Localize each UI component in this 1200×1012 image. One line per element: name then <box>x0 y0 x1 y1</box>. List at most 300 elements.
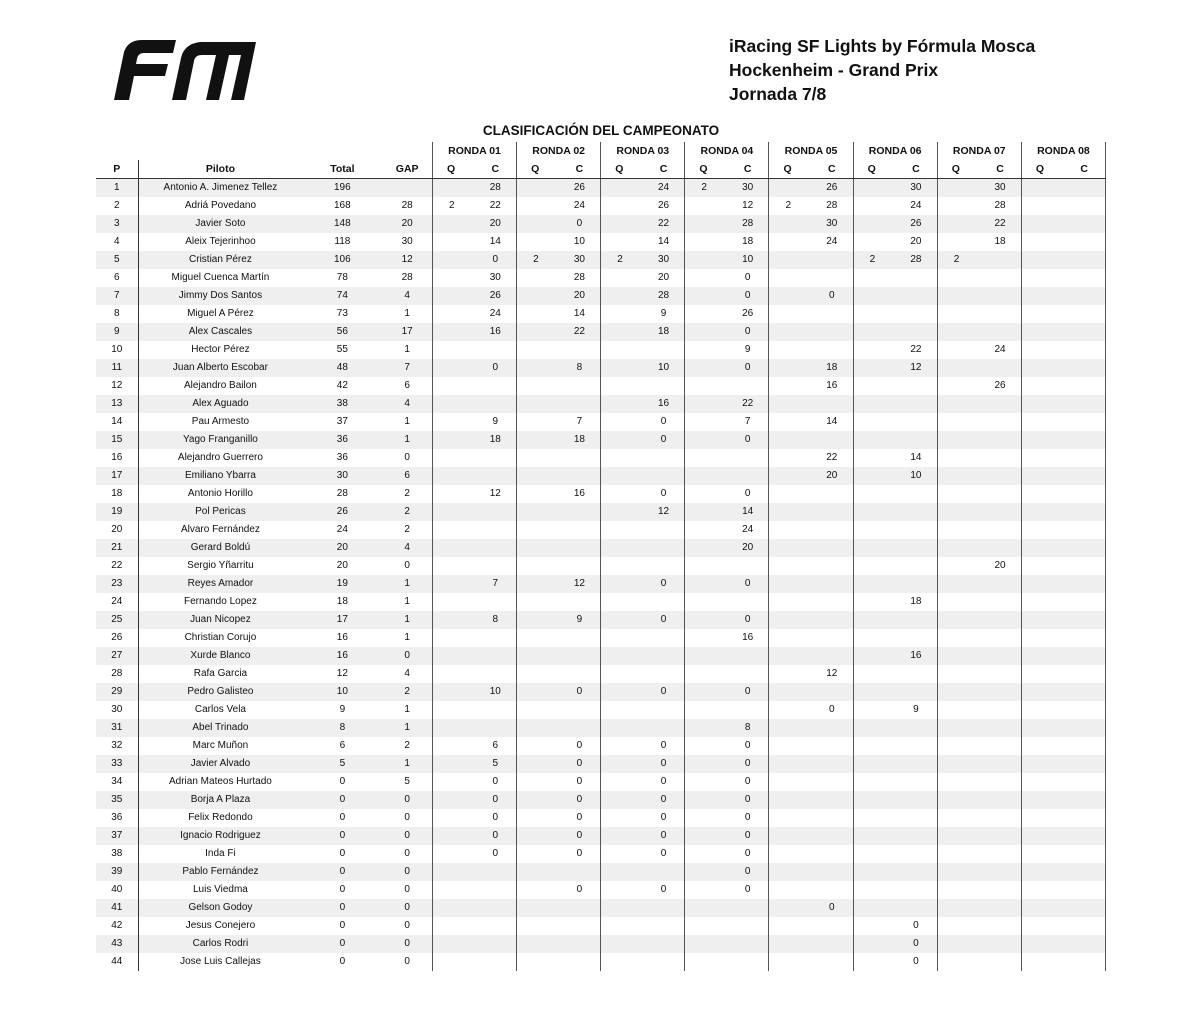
race-points: 9 <box>913 704 919 715</box>
round-header: RONDA 05 <box>769 142 853 160</box>
table-title: CLASIFICACIÓN DEL CAMPEONATO <box>482 123 720 138</box>
qualifying-points <box>769 827 811 845</box>
qualifying-points <box>937 755 979 773</box>
race-points: 0 <box>643 611 685 629</box>
race-points: 28 <box>573 272 585 283</box>
qualifying-points <box>1021 647 1063 665</box>
race-points: 28 <box>643 287 685 305</box>
position-cell: 10 <box>111 344 123 355</box>
position-cell: 38 <box>111 848 123 859</box>
race-points: 0 <box>727 755 769 773</box>
race-points <box>895 827 937 845</box>
round-header: RONDA 01 <box>432 142 516 160</box>
race-points: 0 <box>660 488 667 499</box>
race-points <box>1063 287 1105 305</box>
race-points: 24 <box>826 236 838 247</box>
table-row <box>96 755 1106 773</box>
position-cell: 16 <box>111 452 123 463</box>
qualifying-points <box>685 755 727 773</box>
qualifying-points <box>432 503 474 521</box>
qualifying-header: Q <box>1021 160 1063 179</box>
race-points <box>559 899 601 917</box>
race-points <box>895 683 937 701</box>
table-row <box>96 791 1106 809</box>
gap-cell: 1 <box>404 704 410 715</box>
race-points: 30 <box>895 179 937 198</box>
race-points: 22 <box>727 395 769 413</box>
qualifying-points <box>769 899 811 917</box>
race-points: 0 <box>744 884 751 895</box>
total-points: 0 <box>302 791 382 809</box>
qualifying-points <box>685 593 727 611</box>
race-points <box>727 593 769 611</box>
race-points <box>727 899 769 917</box>
total-points: 78 <box>336 272 348 283</box>
position-cell: 35 <box>96 791 138 809</box>
table-row <box>96 251 1106 269</box>
qualifying-points <box>1021 845 1063 863</box>
race-points: 20 <box>559 287 601 305</box>
qualifying-points <box>937 845 979 863</box>
qualifying-points <box>517 341 559 359</box>
qualifying-points <box>937 215 979 233</box>
qualifying-points <box>601 449 643 467</box>
race-points <box>643 539 685 557</box>
qualifying-points <box>685 647 727 665</box>
qualifying-points <box>1021 539 1063 557</box>
qualifying-points <box>937 935 979 953</box>
qualifying-points <box>937 593 979 611</box>
race-points <box>1063 575 1105 593</box>
table-row <box>96 431 1106 449</box>
total-points: 0 <box>339 848 346 859</box>
qualifying-points <box>601 503 643 521</box>
position-cell: 1 <box>96 179 138 198</box>
race-points: 0 <box>559 827 601 845</box>
qualifying-points <box>685 233 727 251</box>
qualifying-points <box>517 665 559 683</box>
pilot-name: Sergio Yñarritu <box>138 557 302 575</box>
race-points: 28 <box>994 200 1006 211</box>
race-points: 20 <box>658 272 670 283</box>
race-points <box>979 287 1021 305</box>
qualifying-points <box>937 809 979 827</box>
race-points <box>1063 179 1105 198</box>
qualifying-points <box>1021 737 1063 755</box>
race-points <box>811 953 853 971</box>
qualifying-points <box>853 935 895 953</box>
race-points <box>811 251 853 269</box>
qualifying-points <box>601 179 643 198</box>
qualifying-points <box>601 917 643 935</box>
qualifying-points <box>853 683 895 701</box>
race-points <box>979 593 1021 611</box>
qualifying-points <box>937 485 979 503</box>
race-points <box>727 953 769 971</box>
race-points <box>559 503 601 521</box>
position-cell: 28 <box>111 668 123 679</box>
race-points: 0 <box>744 848 751 859</box>
race-points <box>1063 431 1105 449</box>
race-points <box>559 953 601 971</box>
qualifying-points <box>685 377 727 395</box>
race-points: 0 <box>811 287 853 305</box>
race-points: 10 <box>643 359 685 377</box>
total-points: 9 <box>339 704 346 715</box>
qualifying-points <box>1021 575 1063 593</box>
race-points <box>475 863 517 881</box>
qualifying-points <box>601 413 643 431</box>
race-points <box>979 269 1021 287</box>
qualifying-points <box>1021 395 1063 413</box>
qualifying-points <box>937 683 979 701</box>
qualifying-points <box>937 557 979 575</box>
qualifying-points <box>1021 683 1063 701</box>
table-row <box>96 575 1106 593</box>
gap-cell: 2 <box>382 683 432 701</box>
race-points: 24 <box>573 200 585 211</box>
race-points: 7 <box>475 575 517 593</box>
table-row <box>96 863 1106 881</box>
race-points: 0 <box>492 812 499 823</box>
qualifying-points <box>853 719 895 737</box>
race-points <box>895 809 937 827</box>
position-cell: 11 <box>96 359 138 377</box>
race-points: 18 <box>994 236 1006 247</box>
race-points: 28 <box>826 200 838 211</box>
qualifying-points <box>1021 215 1063 233</box>
qualifying-points <box>853 485 895 503</box>
gap-cell: 0 <box>382 647 432 665</box>
pilot-name: Pau Armesto <box>138 413 302 431</box>
qualifying-points <box>601 647 643 665</box>
qualifying-points <box>769 809 811 827</box>
table-row <box>96 881 1106 899</box>
qualifying-points <box>517 233 559 251</box>
race-points: 0 <box>475 251 517 269</box>
qualifying-points <box>517 863 559 881</box>
race-points: 7 <box>744 416 751 427</box>
qualifying-points <box>685 611 727 629</box>
qualifying-points <box>601 665 643 683</box>
qualifying-points <box>517 485 559 503</box>
race-points: 0 <box>660 812 667 823</box>
race-points <box>979 485 1021 503</box>
race-points: 30 <box>489 272 501 283</box>
total-points: 8 <box>302 719 382 737</box>
qualifying-points <box>769 953 811 971</box>
qualifying-points <box>1021 881 1063 899</box>
qualifying-points <box>937 575 979 593</box>
table-row <box>96 485 1106 503</box>
race-points <box>895 521 937 539</box>
race-points <box>559 665 601 683</box>
qualifying-points <box>432 467 474 485</box>
round-header: RONDA 07 <box>937 142 1021 160</box>
qualifying-points <box>601 197 643 215</box>
race-points <box>979 251 1021 269</box>
gap-cell: 17 <box>382 323 432 341</box>
race-points <box>979 539 1021 557</box>
qualifying-points <box>601 215 643 233</box>
pilot-name: Abel Trinado <box>138 719 302 737</box>
race-header: C <box>811 160 853 179</box>
qualifying-points <box>432 215 474 233</box>
race-points: 14 <box>489 236 501 247</box>
qualifying-points <box>517 179 559 198</box>
qualifying-points <box>769 683 811 701</box>
position-cell: 20 <box>111 524 123 535</box>
race-points: 0 <box>576 740 583 751</box>
race-points <box>475 881 517 899</box>
pilot-name: Yago Franganillo <box>138 431 302 449</box>
race-points: 18 <box>811 359 853 377</box>
table-row <box>96 521 1106 539</box>
race-points <box>1063 395 1105 413</box>
qualifying-points <box>1021 377 1063 395</box>
race-points: 14 <box>910 452 922 463</box>
race-points <box>643 593 685 611</box>
qualifying-points <box>685 359 727 377</box>
qualifying-points <box>601 791 643 809</box>
race-points <box>1063 809 1105 827</box>
qualifying-points <box>937 467 979 485</box>
gap-cell: 0 <box>404 560 410 571</box>
qualifying-points <box>853 953 895 971</box>
qualifying-points <box>769 287 811 305</box>
race-points <box>979 683 1021 701</box>
race-points <box>727 377 769 395</box>
qualifying-points <box>937 503 979 521</box>
gap-cell: 0 <box>382 863 432 881</box>
position-cell: 43 <box>96 935 138 953</box>
qualifying-points <box>517 917 559 935</box>
qualifying-points <box>517 899 559 917</box>
qualifying-points <box>601 269 643 287</box>
race-points <box>979 845 1021 863</box>
qualifying-points <box>432 323 474 341</box>
race-points: 12 <box>895 359 937 377</box>
total-points: 17 <box>302 611 382 629</box>
race-points <box>559 449 601 467</box>
race-points <box>811 791 853 809</box>
qualifying-points <box>517 809 559 827</box>
qualifying-points <box>769 215 811 233</box>
qualifying-points <box>432 611 474 629</box>
qualifying-points <box>432 575 474 593</box>
qualifying-points <box>769 521 811 539</box>
pilot-name: Rafa Garcia <box>138 665 302 683</box>
qualifying-points <box>769 359 811 377</box>
qualifying-points <box>432 557 474 575</box>
gap-cell: 0 <box>404 920 410 931</box>
race-points <box>643 953 685 971</box>
pilot-name: Adriá Povedano <box>138 197 302 215</box>
qualifying-points <box>685 539 727 557</box>
position-cell: 44 <box>111 956 123 967</box>
race-points <box>811 395 853 413</box>
race-points <box>1063 755 1105 773</box>
qualifying-points <box>517 431 559 449</box>
race-points <box>1063 251 1105 269</box>
qualifying-points <box>1021 917 1063 935</box>
qualifying-points <box>769 863 811 881</box>
qualifying-points <box>937 359 979 377</box>
race-points: 8 <box>559 359 601 377</box>
race-points <box>1063 719 1105 737</box>
table-row <box>96 809 1106 827</box>
race-points <box>643 719 685 737</box>
qualifying-points <box>853 575 895 593</box>
race-points <box>979 305 1021 323</box>
qualifying-header: Q <box>853 160 895 179</box>
race-points <box>1063 593 1105 611</box>
race-points <box>979 359 1021 377</box>
qualifying-points <box>937 395 979 413</box>
race-points <box>643 701 685 719</box>
race-points <box>559 341 601 359</box>
qualifying-points <box>853 629 895 647</box>
table-row <box>96 269 1106 287</box>
race-points <box>811 521 853 539</box>
qualifying-points <box>937 791 979 809</box>
qualifying-points <box>769 449 811 467</box>
race-points: 0 <box>660 884 667 895</box>
total-points: 19 <box>302 575 382 593</box>
qualifying-points <box>769 485 811 503</box>
race-points <box>559 629 601 647</box>
qualifying-points <box>601 863 643 881</box>
race-points <box>979 521 1021 539</box>
qualifying-points: 2 <box>937 251 979 269</box>
qualifying-points <box>432 359 474 377</box>
race-points: 26 <box>994 380 1006 391</box>
qualifying-points <box>853 323 895 341</box>
table-row <box>96 467 1106 485</box>
table-row <box>96 539 1106 557</box>
qualifying-points <box>1021 431 1063 449</box>
qualifying-points <box>685 719 727 737</box>
race-points: 0 <box>492 848 499 859</box>
qualifying-points <box>432 413 474 431</box>
qualifying-points <box>853 665 895 683</box>
race-points: 0 <box>744 812 751 823</box>
qualifying-points <box>937 233 979 251</box>
gap-cell: 2 <box>404 524 410 535</box>
race-points <box>1063 377 1105 395</box>
race-points <box>1063 899 1105 917</box>
race-points <box>811 773 853 791</box>
total-points: 6 <box>339 740 346 751</box>
qualifying-points <box>769 647 811 665</box>
table-row <box>96 665 1106 683</box>
qualifying-points <box>517 323 559 341</box>
position-cell: 21 <box>96 539 138 557</box>
qualifying-header: Q <box>769 160 811 179</box>
race-points: 30 <box>643 251 685 269</box>
total-points: 0 <box>302 935 382 953</box>
qualifying-points <box>685 431 727 449</box>
gap-cell: 1 <box>382 431 432 449</box>
race-points: 28 <box>475 179 517 198</box>
race-points <box>559 593 601 611</box>
race-points: 0 <box>576 776 583 787</box>
qualifying-points <box>517 881 559 899</box>
table-row <box>96 953 1106 971</box>
race-points <box>643 917 685 935</box>
qualifying-header: Q <box>937 160 979 179</box>
race-points: 12 <box>742 200 754 211</box>
race-points: 30 <box>559 251 601 269</box>
qualifying-points <box>1021 233 1063 251</box>
qualifying-points <box>685 449 727 467</box>
pilot-name: Xurde Blanco <box>138 647 302 665</box>
race-points <box>1063 863 1105 881</box>
race-points: 26 <box>658 200 670 211</box>
race-points: 12 <box>826 668 838 679</box>
race-points <box>475 521 517 539</box>
qualifying-points <box>517 827 559 845</box>
position-cell: 9 <box>96 323 138 341</box>
race-points: 26 <box>559 179 601 198</box>
total-points: 42 <box>336 380 348 391</box>
race-points <box>1063 467 1105 485</box>
race-points <box>727 917 769 935</box>
race-points: 26 <box>895 215 937 233</box>
table-row <box>96 557 1106 575</box>
qualifying-points <box>853 827 895 845</box>
qualifying-points <box>769 377 811 395</box>
gap-cell: 2 <box>404 488 410 499</box>
header-position: P <box>96 160 138 179</box>
race-points <box>475 647 517 665</box>
race-points: 22 <box>559 323 601 341</box>
qualifying-points <box>769 701 811 719</box>
race-points <box>559 701 601 719</box>
race-header: C <box>475 160 517 179</box>
table-row <box>96 233 1106 251</box>
qualifying-points <box>685 395 727 413</box>
qualifying-points <box>517 269 559 287</box>
race-points <box>895 485 937 503</box>
race-points: 5 <box>475 755 517 773</box>
qualifying-points <box>853 701 895 719</box>
qualifying-points <box>937 881 979 899</box>
race-points: 0 <box>727 611 769 629</box>
position-cell: 36 <box>111 812 123 823</box>
race-points <box>1063 269 1105 287</box>
qualifying-points <box>853 521 895 539</box>
column-header-row <box>96 160 1106 179</box>
qualifying-points <box>432 233 474 251</box>
gap-cell: 4 <box>382 395 432 413</box>
qualifying-points <box>432 863 474 881</box>
qualifying-points <box>1021 413 1063 431</box>
position-cell: 33 <box>96 755 138 773</box>
pilot-name: Pedro Galisteo <box>138 683 302 701</box>
race-points <box>895 557 937 575</box>
qualifying-points <box>853 341 895 359</box>
total-points: 10 <box>302 683 382 701</box>
race-points <box>895 899 937 917</box>
race-points <box>979 647 1021 665</box>
race-points: 20 <box>910 236 922 247</box>
race-points <box>727 467 769 485</box>
qualifying-points <box>685 269 727 287</box>
qualifying-points <box>685 305 727 323</box>
qualifying-points <box>685 557 727 575</box>
qualifying-points <box>685 791 727 809</box>
